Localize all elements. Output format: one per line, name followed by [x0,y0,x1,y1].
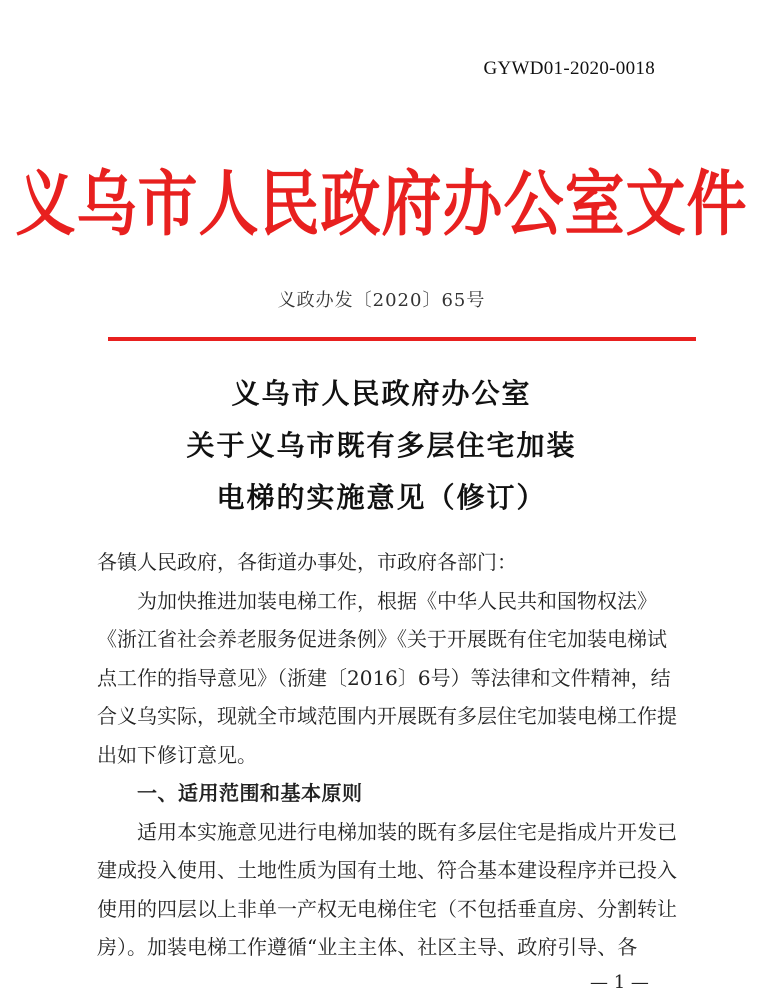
red-divider-line [108,337,696,341]
document-code: GYWD01-2020-0018 [483,58,655,79]
title-line: 电梯的实施意见（修订） [216,481,547,514]
section-paragraph: 适用本实施意见进行电梯加装的既有多层住宅是指成片开发已建成投入使用、土地性质为国有土地、符合基本建设程序并已投入使用的四层以上非单一产权无电梯住宅（不包括垂直房、分割转让房）。加装电梯工作遵循“业主主体、社区主导、政府引导、各 [97,819,677,959]
title-line: 义乌市人民政府办公室 [231,377,532,410]
document-body [97,543,677,967]
intro-paragraph: 为加快推进加装电梯工作，根据《中华人民共和国物权法》《浙江省社会养老服务促进条例》《关于开展既有住宅加装电梯试点工作的指导意见》（浙建〔2016〕6号）等法律和文件精神，结合义乌实际，现就全市域范围内开展既有多层住宅加装电梯工作提出如下修订意见。 [97,588,677,767]
page-number: — 1 — [590,972,649,993]
document-title [0,368,763,524]
issuing-authority-header: 义乌市人民政府办公室文件 [15,163,748,247]
document-number: 义政办发〔2020〕65号 [277,290,486,311]
salutation: 各镇人民政府，各街道办事处，市政府各部门： [97,550,517,574]
title-line: 关于义乌市既有多层住宅加装 [186,429,577,462]
section-heading: 一、适用范围和基本原则 [137,781,363,805]
